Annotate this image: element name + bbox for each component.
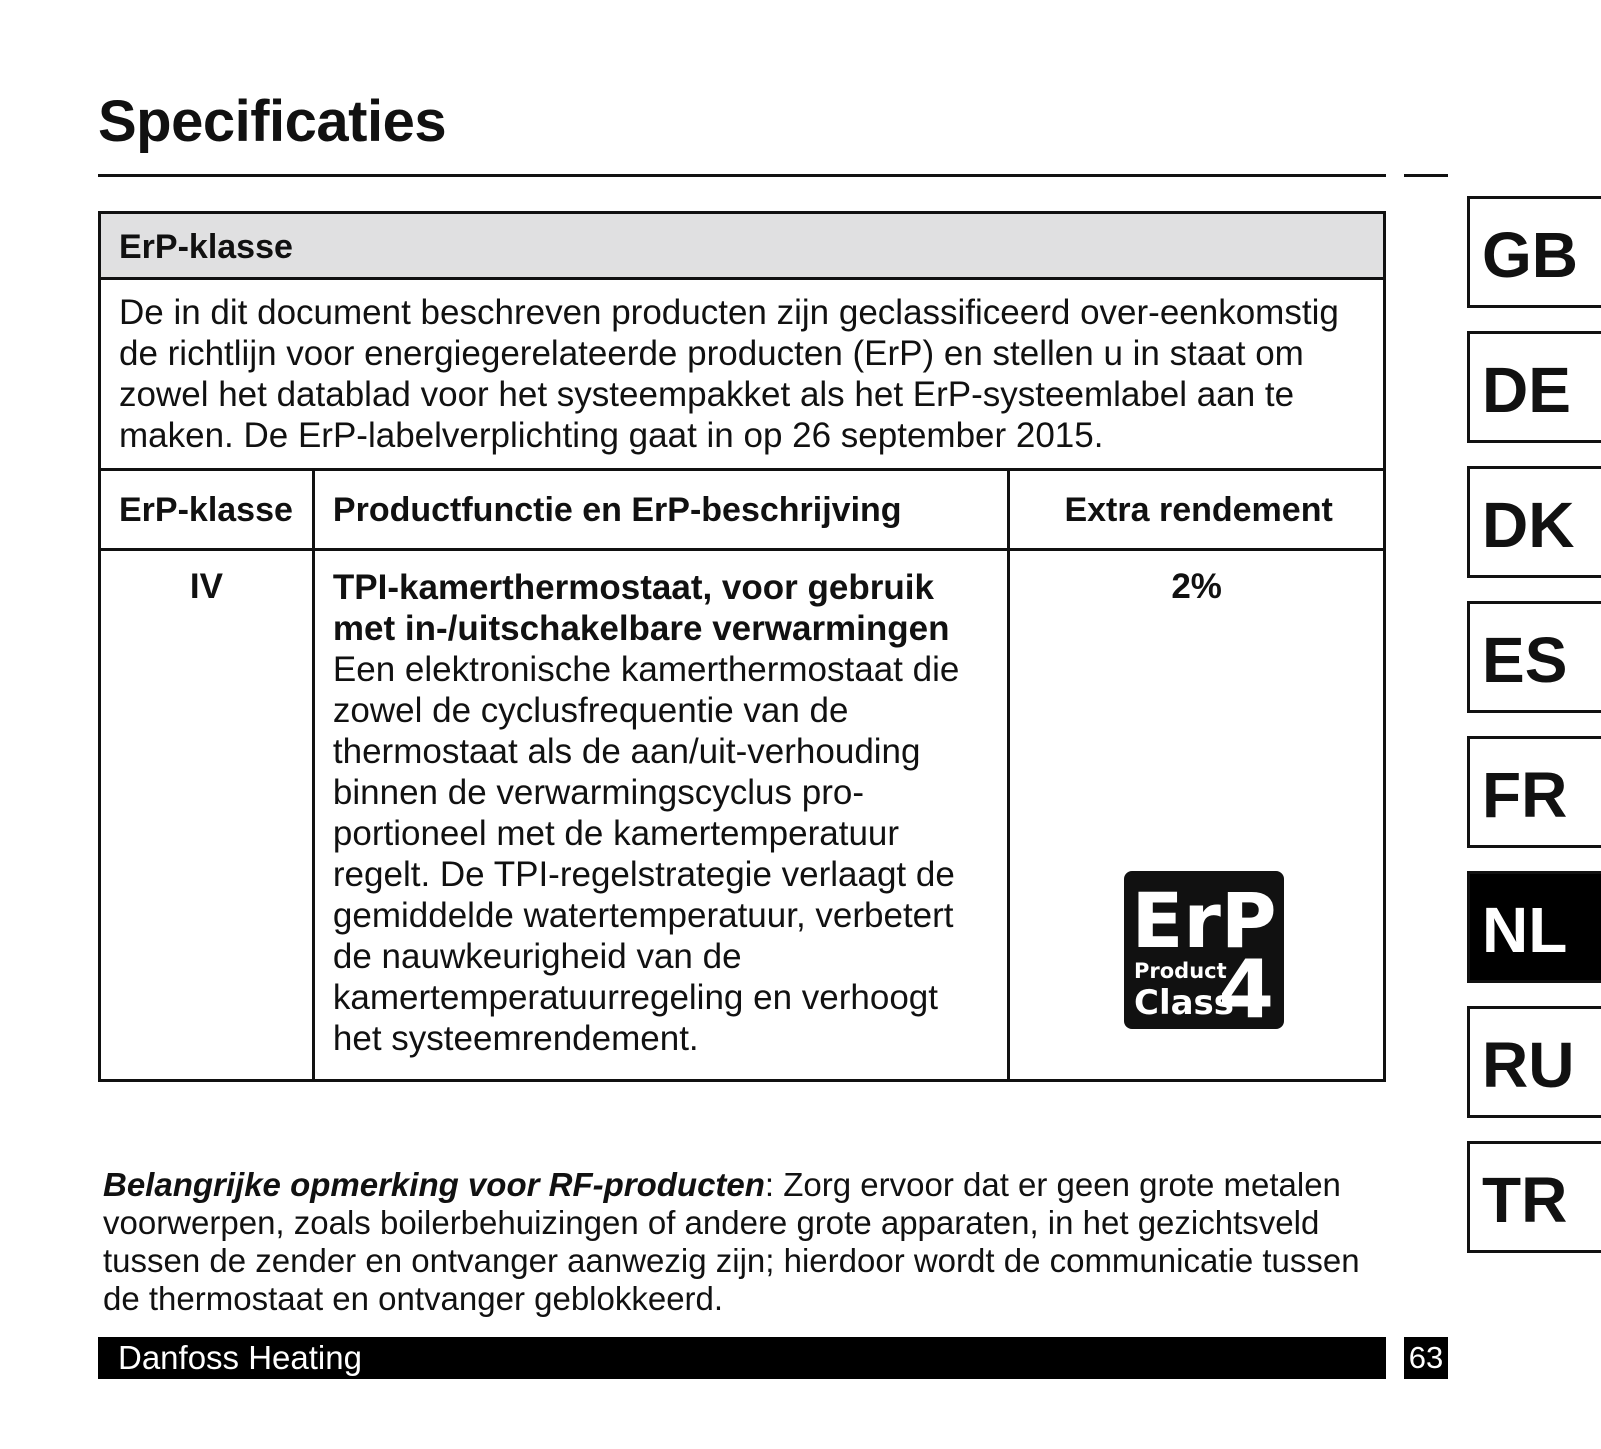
spec-intro-row (100, 279, 1385, 470)
spec-section-header-row (100, 213, 1385, 279)
erp-badge-product-label: Product (1134, 959, 1227, 983)
table-row (100, 550, 1385, 1081)
column-header-efficiency: Extra rendement (1009, 470, 1385, 550)
footer-bar (98, 1337, 1386, 1379)
language-tab-dk[interactable]: DK (1467, 466, 1601, 578)
erp-badge-logo (1124, 871, 1284, 1029)
language-tab-tr[interactable]: TR (1467, 1141, 1601, 1253)
title-divider (98, 174, 1386, 177)
product-function-title: TPI-kamerthermostaat, voor gebruik met in-/uitschakelbare verwarmingen (332, 568, 950, 648)
column-header-class: ErP-klasse (100, 470, 314, 550)
spec-intro-text: De in dit document beschreven producten zijn geclassificeerd over-eenkomstig de richtlijn voor energiegerelateerde producten (ErP) en stellen u in staat om zowel het datablad voor het systeempakket als het ErP-systeemlabel aan te maken. De ErP-labelverplichting gaat in op 26 september 2015. (100, 279, 1385, 470)
language-tab-fr[interactable]: FR (1467, 736, 1601, 848)
erp-spec-table (98, 211, 1386, 1082)
language-tab-es[interactable]: ES (1467, 601, 1601, 713)
product-function-cell (313, 550, 1008, 1081)
erp-badge-logo-text: ErP (1131, 876, 1277, 965)
rf-note-text: : Zorg ervoor dat er geen grote metalen voorwerpen, zoals boilerbehuizingen of andere grote apparaten, in het gezichtsveld tussen de zender en ontvanger aanwezig zijn; hierdoor wordt de communicatie tussen de thermostaat en ontvanger geblokkeerd. (103, 1166, 1360, 1317)
product-function-description: Een elektronische kamerthermostaat die zowel de cyclusfrequentie van de thermostaat als de aan/uit-verhouding binnen de verwarmingscyclus pro-portioneel met de kamertemperatuur regelt. De TPI-regelstrategie verlaagt de gemiddelde watertemperatuur, verbetert de nauwkeurigheid van de kamertemperatuurregeling en verhoogt het systeemrendement. (332, 650, 960, 1058)
efficiency-cell (1009, 550, 1385, 1081)
language-tab-de[interactable]: DE (1467, 331, 1601, 443)
erp-class-badge (1124, 871, 1284, 1029)
efficiency-value: 2% (1171, 567, 1222, 606)
column-header-function: Productfunctie en ErP-beschrijving (313, 470, 1008, 550)
erp-class-value: IV (100, 550, 314, 1081)
language-tab-gb[interactable]: GB (1467, 196, 1601, 308)
rf-note (103, 1166, 1403, 1318)
erp-badge-class-label: Class (1134, 983, 1235, 1023)
footer-brand: Danfoss Heating (118, 1339, 362, 1376)
page-number: 63 (1404, 1337, 1448, 1379)
spec-section-title: ErP-klasse (100, 213, 1385, 279)
title-divider-short (1404, 174, 1448, 177)
language-tab-ru[interactable]: RU (1467, 1006, 1601, 1118)
erp-badge-class-number: 4 (1218, 943, 1275, 1029)
language-tab-nl[interactable]: NL (1467, 871, 1601, 983)
rf-note-label: Belangrijke opmerking voor RF-producten (103, 1166, 765, 1203)
page-title: Specificaties (98, 89, 447, 154)
spec-column-header-row (100, 470, 1385, 550)
